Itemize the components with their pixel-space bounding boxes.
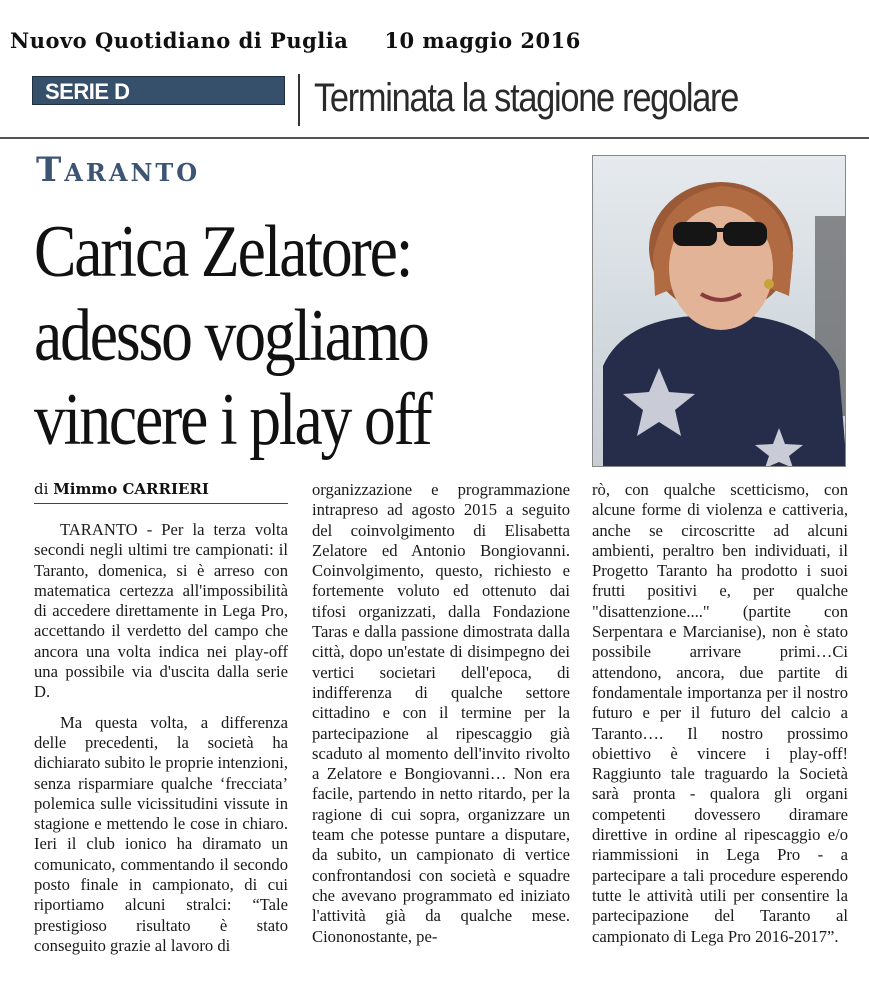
city-label: Taranto [36,150,201,190]
article-photo [592,155,846,467]
byline-author: Mimmo CARRIERI [53,480,209,498]
masthead [10,28,690,53]
article-headline [34,210,516,462]
byline-area [34,480,288,504]
article-column-3 [592,480,848,947]
headline-line: adesso vogliamo [34,295,428,377]
article-paragraph: Ma questa volta, a differenza delle precedenti, la società ha dichiarato subito le proprie intenzioni, senza risparmiare qualche ‘frecciata’ polemica sulle vicissitudini vissute in stagione e mettendo le cose in chiaro. Ieri il club ionico ha diramato un comunicato, commentando il secondo posto finale in campionato, di cui riportiamo alcuni stralci: “Tale prestigioso risultato è stato conseguito grazie al lavoro di [34,712,288,955]
section-divider [298,74,300,126]
headline-line: Carica Zelatore: [34,211,412,293]
publication-date: 10 maggio 2016 [384,28,581,53]
portrait-image [593,156,846,467]
header-rule [0,137,869,139]
byline-prefix: di [34,480,49,498]
article-column-2 [312,480,570,947]
article-column-1 [34,520,288,956]
byline [34,480,288,498]
headline-line: vincere i play off [34,379,431,461]
byline-rule [34,503,288,504]
kicker-headline: Terminata la stagione regolare [314,76,739,120]
article-paragraph: TARANTO - Per la terza volta secondi negli ultimi tre campionati: il Taranto, domenica, si è arreso con matematica certezza all'impossibilità di accedere direttamente in Lega Pro, accettando il verdetto del campo che ancora una volta indica nei play-off una possibile via d'uscita dalla serie D. [34,520,288,702]
article-paragraph: organizzazione e programmazione intrapreso ad agosto 2015 a seguito del coinvolgimento di Elisabetta Zelatore ed Antonio Bongiovanni. Coinvolgimento, questo, richiesto e fortemente voluto ed ottenuto dai tifosi organizzati, dalla Fondazione Taras e dalla passione dimostrata dalla città, dopo un'estate di disimpegno dei vertici societari dell'epoca, di indifferenza di qualche settore cittadino e con il termine per la partecipazione al ripescaggio già scaduto al momento dell'invito rivolto a Zelatore e Bongiovanni… Non era facile, partendo in netto ritardo, per la ragione di cui sopra, organizzare un team che potesse puntare a disputare, da subito, un campionato di vertice confrontandosi con società e squadre che avevano programmato ed iniziato l'attività già da qualche mese. Ciononostante, pe- [312,480,570,946]
article-paragraph: rò, con qualche scetticismo, con alcune forme di violenza e cattiveria, anche se circoscritte ad alcuni ambienti, peraltro ben individuati, il Progetto Taranto ha prodotto i suoi frutti positivi e, per qualche "disattenzione...." (partite con Serpentara e Marcianise), non è stato possibile arrivare primi…Ci attendono, ancora, due partite di fondamentale importanza per il nostro futuro e per il futuro del calcio a Taranto…. Il nostro prossimo obiettivo è vincere i play-off! Raggiunto tale traguardo la Società sarà pronta - qualora gli organi competenti dovessero diramare direttive in ordine al ripescaggio e/o riammissioni in Lega Pro - a partecipare a tali procedure esperendo tutte le attività utili per consentire la partecipazione del Taranto al campionato di Lega Pro 2016-2017”. [592,480,848,946]
section-label: SERIE D [32,76,285,105]
publication-name: Nuovo Quotidiano di Puglia [10,28,349,53]
